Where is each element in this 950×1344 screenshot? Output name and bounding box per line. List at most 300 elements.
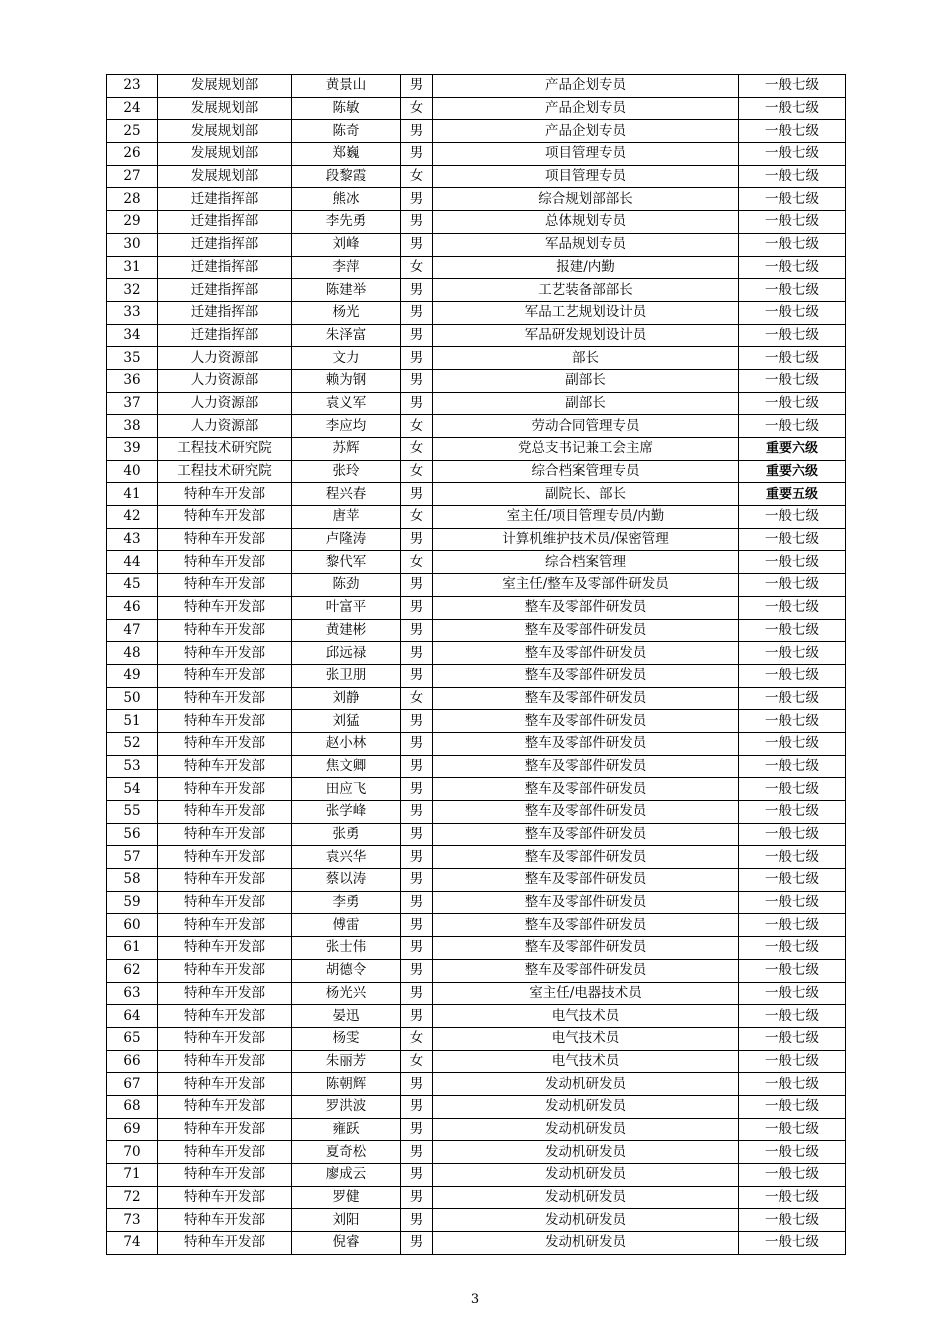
- gender-cell: 男: [401, 732, 433, 755]
- row-number-cell: 73: [107, 1209, 158, 1232]
- gender-cell: 男: [401, 143, 433, 166]
- position-cell: 工艺装备部部长: [433, 279, 739, 302]
- table-row: [107, 1073, 846, 1096]
- row-number-cell: 30: [107, 233, 158, 256]
- gender-cell: 男: [401, 528, 433, 551]
- row-number-cell: 57: [107, 846, 158, 869]
- table-row: [107, 1118, 846, 1141]
- department-cell: 人力资源部: [158, 347, 292, 370]
- department-cell: 特种车开发部: [158, 869, 292, 892]
- row-number-cell: 47: [107, 619, 158, 642]
- grade-cell: 一般七级: [739, 959, 846, 982]
- grade-cell: 一般七级: [739, 596, 846, 619]
- position-cell: 整车及零部件研发员: [433, 937, 739, 960]
- name-cell: 蔡以涛: [292, 869, 401, 892]
- table-row: [107, 642, 846, 665]
- name-cell: 张学峰: [292, 801, 401, 824]
- table-row: [107, 982, 846, 1005]
- department-cell: 特种车开发部: [158, 619, 292, 642]
- name-cell: 朱丽芳: [292, 1050, 401, 1073]
- name-cell: 杨光: [292, 301, 401, 324]
- department-cell: 迁建指挥部: [158, 188, 292, 211]
- grade-cell: 一般七级: [739, 619, 846, 642]
- row-number-cell: 26: [107, 143, 158, 166]
- personnel-table: [106, 74, 846, 1255]
- gender-cell: 男: [401, 347, 433, 370]
- department-cell: 特种车开发部: [158, 891, 292, 914]
- gender-cell: 男: [401, 1186, 433, 1209]
- name-cell: 张勇: [292, 823, 401, 846]
- department-cell: 特种车开发部: [158, 755, 292, 778]
- gender-cell: 男: [401, 301, 433, 324]
- table-row: [107, 392, 846, 415]
- department-cell: 特种车开发部: [158, 823, 292, 846]
- row-number-cell: 74: [107, 1232, 158, 1255]
- gender-cell: 女: [401, 415, 433, 438]
- row-number-cell: 24: [107, 97, 158, 120]
- grade-cell: 重要五级: [739, 483, 846, 506]
- row-number-cell: 45: [107, 574, 158, 597]
- grade-cell: 一般七级: [739, 97, 846, 120]
- name-cell: 李先勇: [292, 211, 401, 234]
- grade-cell: 一般七级: [739, 256, 846, 279]
- gender-cell: 男: [401, 755, 433, 778]
- grade-cell: 一般七级: [739, 165, 846, 188]
- row-number-cell: 63: [107, 982, 158, 1005]
- grade-cell: 重要六级: [739, 460, 846, 483]
- gender-cell: 男: [401, 1164, 433, 1187]
- department-cell: 特种车开发部: [158, 574, 292, 597]
- department-cell: 特种车开发部: [158, 551, 292, 574]
- position-cell: 整车及零部件研发员: [433, 959, 739, 982]
- position-cell: 室主任/整车及零部件研发员: [433, 574, 739, 597]
- name-cell: 焦文卿: [292, 755, 401, 778]
- name-cell: 黄建彬: [292, 619, 401, 642]
- grade-cell: 一般七级: [739, 982, 846, 1005]
- row-number-cell: 64: [107, 1005, 158, 1028]
- grade-cell: 一般七级: [739, 801, 846, 824]
- gender-cell: 男: [401, 959, 433, 982]
- gender-cell: 男: [401, 710, 433, 733]
- grade-cell: 一般七级: [739, 415, 846, 438]
- name-cell: 叶富平: [292, 596, 401, 619]
- name-cell: 唐苹: [292, 506, 401, 529]
- table-row: [107, 778, 846, 801]
- position-cell: 部长: [433, 347, 739, 370]
- table-row: [107, 1050, 846, 1073]
- table-row: [107, 347, 846, 370]
- name-cell: 袁兴华: [292, 846, 401, 869]
- table-row: [107, 438, 846, 461]
- department-cell: 迁建指挥部: [158, 324, 292, 347]
- row-number-cell: 72: [107, 1186, 158, 1209]
- name-cell: 田应飞: [292, 778, 401, 801]
- name-cell: 陈奇: [292, 120, 401, 143]
- department-cell: 工程技术研究院: [158, 460, 292, 483]
- table-row: [107, 211, 846, 234]
- row-number-cell: 58: [107, 869, 158, 892]
- department-cell: 工程技术研究院: [158, 438, 292, 461]
- table-row: [107, 869, 846, 892]
- row-number-cell: 69: [107, 1118, 158, 1141]
- name-cell: 陈建举: [292, 279, 401, 302]
- position-cell: 军品研发规划设计员: [433, 324, 739, 347]
- grade-cell: 一般七级: [739, 710, 846, 733]
- name-cell: 倪睿: [292, 1232, 401, 1255]
- row-number-cell: 59: [107, 891, 158, 914]
- table-row: [107, 301, 846, 324]
- name-cell: 刘峰: [292, 233, 401, 256]
- table-row: [107, 846, 846, 869]
- position-cell: 整车及零部件研发员: [433, 596, 739, 619]
- name-cell: 李应均: [292, 415, 401, 438]
- position-cell: 发动机研发员: [433, 1186, 739, 1209]
- row-number-cell: 43: [107, 528, 158, 551]
- name-cell: 熊冰: [292, 188, 401, 211]
- gender-cell: 男: [401, 619, 433, 642]
- row-number-cell: 25: [107, 120, 158, 143]
- table-row: [107, 324, 846, 347]
- table-body: [107, 75, 846, 1255]
- position-cell: 副部长: [433, 392, 739, 415]
- department-cell: 迁建指挥部: [158, 233, 292, 256]
- row-number-cell: 46: [107, 596, 158, 619]
- table-row: [107, 1005, 846, 1028]
- grade-cell: 一般七级: [739, 211, 846, 234]
- gender-cell: 男: [401, 869, 433, 892]
- position-cell: 整车及零部件研发员: [433, 664, 739, 687]
- row-number-cell: 44: [107, 551, 158, 574]
- grade-cell: 一般七级: [739, 823, 846, 846]
- grade-cell: 一般七级: [739, 188, 846, 211]
- table-row: [107, 97, 846, 120]
- gender-cell: 男: [401, 120, 433, 143]
- gender-cell: 女: [401, 256, 433, 279]
- position-cell: 报建/内勤: [433, 256, 739, 279]
- name-cell: 胡德令: [292, 959, 401, 982]
- position-cell: 劳动合同管理专员: [433, 415, 739, 438]
- department-cell: 人力资源部: [158, 369, 292, 392]
- gender-cell: 女: [401, 1027, 433, 1050]
- row-number-cell: 66: [107, 1050, 158, 1073]
- position-cell: 整车及零部件研发员: [433, 755, 739, 778]
- table-row: [107, 1186, 846, 1209]
- grade-cell: 一般七级: [739, 143, 846, 166]
- department-cell: 特种车开发部: [158, 596, 292, 619]
- grade-cell: 一般七级: [739, 642, 846, 665]
- table-row: [107, 1095, 846, 1118]
- grade-cell: 一般七级: [739, 1118, 846, 1141]
- position-cell: 副部长: [433, 369, 739, 392]
- table-row: [107, 801, 846, 824]
- name-cell: 张玲: [292, 460, 401, 483]
- row-number-cell: 23: [107, 75, 158, 98]
- department-cell: 特种车开发部: [158, 1118, 292, 1141]
- table-row: [107, 506, 846, 529]
- grade-cell: 一般七级: [739, 1232, 846, 1255]
- name-cell: 赵小林: [292, 732, 401, 755]
- table-row: [107, 460, 846, 483]
- row-number-cell: 48: [107, 642, 158, 665]
- position-cell: 发动机研发员: [433, 1209, 739, 1232]
- gender-cell: 男: [401, 1232, 433, 1255]
- grade-cell: 一般七级: [739, 846, 846, 869]
- table-row: [107, 143, 846, 166]
- row-number-cell: 65: [107, 1027, 158, 1050]
- table-row: [107, 1232, 846, 1255]
- gender-cell: 男: [401, 1095, 433, 1118]
- department-cell: 特种车开发部: [158, 1164, 292, 1187]
- name-cell: 黎代军: [292, 551, 401, 574]
- position-cell: 发动机研发员: [433, 1095, 739, 1118]
- department-cell: 特种车开发部: [158, 914, 292, 937]
- row-number-cell: 28: [107, 188, 158, 211]
- gender-cell: 男: [401, 914, 433, 937]
- name-cell: 刘阳: [292, 1209, 401, 1232]
- row-number-cell: 68: [107, 1095, 158, 1118]
- position-cell: 军品规划专员: [433, 233, 739, 256]
- table-row: [107, 687, 846, 710]
- row-number-cell: 67: [107, 1073, 158, 1096]
- grade-cell: 一般七级: [739, 914, 846, 937]
- grade-cell: 一般七级: [739, 1027, 846, 1050]
- grade-cell: 一般七级: [739, 664, 846, 687]
- row-number-cell: 49: [107, 664, 158, 687]
- row-number-cell: 27: [107, 165, 158, 188]
- name-cell: 张卫朋: [292, 664, 401, 687]
- table-row: [107, 574, 846, 597]
- gender-cell: 女: [401, 506, 433, 529]
- name-cell: 刘猛: [292, 710, 401, 733]
- department-cell: 迁建指挥部: [158, 279, 292, 302]
- name-cell: 刘静: [292, 687, 401, 710]
- grade-cell: 一般七级: [739, 1141, 846, 1164]
- grade-cell: 一般七级: [739, 1164, 846, 1187]
- table-row: [107, 1141, 846, 1164]
- row-number-cell: 32: [107, 279, 158, 302]
- department-cell: 特种车开发部: [158, 1027, 292, 1050]
- gender-cell: 男: [401, 642, 433, 665]
- gender-cell: 男: [401, 596, 433, 619]
- department-cell: 人力资源部: [158, 392, 292, 415]
- grade-cell: 一般七级: [739, 1050, 846, 1073]
- department-cell: 特种车开发部: [158, 1232, 292, 1255]
- department-cell: 特种车开发部: [158, 687, 292, 710]
- position-cell: 发动机研发员: [433, 1141, 739, 1164]
- department-cell: 特种车开发部: [158, 642, 292, 665]
- gender-cell: 女: [401, 97, 433, 120]
- row-number-cell: 42: [107, 506, 158, 529]
- department-cell: 特种车开发部: [158, 1073, 292, 1096]
- gender-cell: 男: [401, 1005, 433, 1028]
- gender-cell: 男: [401, 369, 433, 392]
- gender-cell: 男: [401, 211, 433, 234]
- table-row: [107, 732, 846, 755]
- gender-cell: 女: [401, 687, 433, 710]
- name-cell: 邱远禄: [292, 642, 401, 665]
- department-cell: 特种车开发部: [158, 664, 292, 687]
- name-cell: 李萍: [292, 256, 401, 279]
- position-cell: 发动机研发员: [433, 1073, 739, 1096]
- gender-cell: 女: [401, 165, 433, 188]
- table-row: [107, 528, 846, 551]
- gender-cell: 男: [401, 1209, 433, 1232]
- name-cell: 黄景山: [292, 75, 401, 98]
- position-cell: 军品工艺规划设计员: [433, 301, 739, 324]
- row-number-cell: 50: [107, 687, 158, 710]
- position-cell: 总体规划专员: [433, 211, 739, 234]
- position-cell: 整车及零部件研发员: [433, 823, 739, 846]
- gender-cell: 男: [401, 392, 433, 415]
- department-cell: 发展规划部: [158, 75, 292, 98]
- grade-cell: 一般七级: [739, 233, 846, 256]
- grade-cell: 一般七级: [739, 778, 846, 801]
- position-cell: 电气技术员: [433, 1050, 739, 1073]
- page-number: 3: [470, 1292, 480, 1307]
- grade-cell: 一般七级: [739, 937, 846, 960]
- department-cell: 特种车开发部: [158, 483, 292, 506]
- grade-cell: 一般七级: [739, 120, 846, 143]
- grade-cell: 一般七级: [739, 1005, 846, 1028]
- position-cell: 整车及零部件研发员: [433, 778, 739, 801]
- name-cell: 朱泽富: [292, 324, 401, 347]
- position-cell: 整车及零部件研发员: [433, 732, 739, 755]
- gender-cell: 男: [401, 324, 433, 347]
- row-number-cell: 54: [107, 778, 158, 801]
- gender-cell: 男: [401, 778, 433, 801]
- position-cell: 整车及零部件研发员: [433, 687, 739, 710]
- position-cell: 发动机研发员: [433, 1164, 739, 1187]
- row-number-cell: 61: [107, 937, 158, 960]
- name-cell: 杨雯: [292, 1027, 401, 1050]
- department-cell: 迁建指挥部: [158, 301, 292, 324]
- row-number-cell: 40: [107, 460, 158, 483]
- position-cell: 党总支书记兼工会主席: [433, 438, 739, 461]
- gender-cell: 男: [401, 801, 433, 824]
- table-row: [107, 279, 846, 302]
- department-cell: 迁建指挥部: [158, 256, 292, 279]
- grade-cell: 一般七级: [739, 755, 846, 778]
- table-row: [107, 710, 846, 733]
- department-cell: 特种车开发部: [158, 732, 292, 755]
- grade-cell: 一般七级: [739, 324, 846, 347]
- gender-cell: 男: [401, 664, 433, 687]
- table-row: [107, 369, 846, 392]
- name-cell: 程兴春: [292, 483, 401, 506]
- table-row: [107, 551, 846, 574]
- position-cell: 计算机维护技术员/保密管理: [433, 528, 739, 551]
- name-cell: 段黎霞: [292, 165, 401, 188]
- grade-cell: 一般七级: [739, 732, 846, 755]
- gender-cell: 男: [401, 483, 433, 506]
- position-cell: 发动机研发员: [433, 1232, 739, 1255]
- row-number-cell: 39: [107, 438, 158, 461]
- gender-cell: 男: [401, 188, 433, 211]
- name-cell: 苏辉: [292, 438, 401, 461]
- gender-cell: 女: [401, 551, 433, 574]
- table-row: [107, 596, 846, 619]
- table-row: [107, 233, 846, 256]
- row-number-cell: 38: [107, 415, 158, 438]
- grade-cell: 一般七级: [739, 1186, 846, 1209]
- name-cell: 罗健: [292, 1186, 401, 1209]
- department-cell: 发展规划部: [158, 165, 292, 188]
- grade-cell: 一般七级: [739, 687, 846, 710]
- name-cell: 李勇: [292, 891, 401, 914]
- name-cell: 晏迅: [292, 1005, 401, 1028]
- table-row: [107, 1164, 846, 1187]
- table-row: [107, 1209, 846, 1232]
- position-cell: 电气技术员: [433, 1005, 739, 1028]
- grade-cell: 一般七级: [739, 506, 846, 529]
- row-number-cell: 29: [107, 211, 158, 234]
- department-cell: 发展规划部: [158, 143, 292, 166]
- grade-cell: 一般七级: [739, 392, 846, 415]
- table-row: [107, 415, 846, 438]
- row-number-cell: 71: [107, 1164, 158, 1187]
- table-row: [107, 755, 846, 778]
- name-cell: 杨光兴: [292, 982, 401, 1005]
- row-number-cell: 52: [107, 732, 158, 755]
- gender-cell: 男: [401, 891, 433, 914]
- name-cell: 夏奇松: [292, 1141, 401, 1164]
- position-cell: 整车及零部件研发员: [433, 801, 739, 824]
- name-cell: 郑巍: [292, 143, 401, 166]
- position-cell: 电气技术员: [433, 1027, 739, 1050]
- gender-cell: 男: [401, 233, 433, 256]
- position-cell: 产品企划专员: [433, 120, 739, 143]
- position-cell: 产品企划专员: [433, 75, 739, 98]
- name-cell: 罗洪波: [292, 1095, 401, 1118]
- department-cell: 特种车开发部: [158, 1141, 292, 1164]
- table-row: [107, 959, 846, 982]
- gender-cell: 男: [401, 75, 433, 98]
- grade-cell: 一般七级: [739, 279, 846, 302]
- position-cell: 综合规划部部长: [433, 188, 739, 211]
- grade-cell: 一般七级: [739, 891, 846, 914]
- name-cell: 赖为钢: [292, 369, 401, 392]
- grade-cell: 一般七级: [739, 551, 846, 574]
- name-cell: 文力: [292, 347, 401, 370]
- department-cell: 特种车开发部: [158, 1095, 292, 1118]
- table-row: [107, 120, 846, 143]
- position-cell: 项目管理专员: [433, 165, 739, 188]
- department-cell: 特种车开发部: [158, 959, 292, 982]
- gender-cell: 男: [401, 982, 433, 1005]
- position-cell: 发动机研发员: [433, 1118, 739, 1141]
- row-number-cell: 34: [107, 324, 158, 347]
- gender-cell: 女: [401, 1050, 433, 1073]
- department-cell: 特种车开发部: [158, 528, 292, 551]
- position-cell: 产品企划专员: [433, 97, 739, 120]
- table-row: [107, 823, 846, 846]
- gender-cell: 男: [401, 574, 433, 597]
- row-number-cell: 41: [107, 483, 158, 506]
- gender-cell: 男: [401, 823, 433, 846]
- name-cell: 傅雷: [292, 914, 401, 937]
- department-cell: 特种车开发部: [158, 846, 292, 869]
- position-cell: 整车及零部件研发员: [433, 914, 739, 937]
- table-row: [107, 914, 846, 937]
- gender-cell: 男: [401, 846, 433, 869]
- department-cell: 迁建指挥部: [158, 211, 292, 234]
- row-number-cell: 53: [107, 755, 158, 778]
- position-cell: 项目管理专员: [433, 143, 739, 166]
- table-row: [107, 1027, 846, 1050]
- grade-cell: 一般七级: [739, 301, 846, 324]
- table-row: [107, 619, 846, 642]
- row-number-cell: 56: [107, 823, 158, 846]
